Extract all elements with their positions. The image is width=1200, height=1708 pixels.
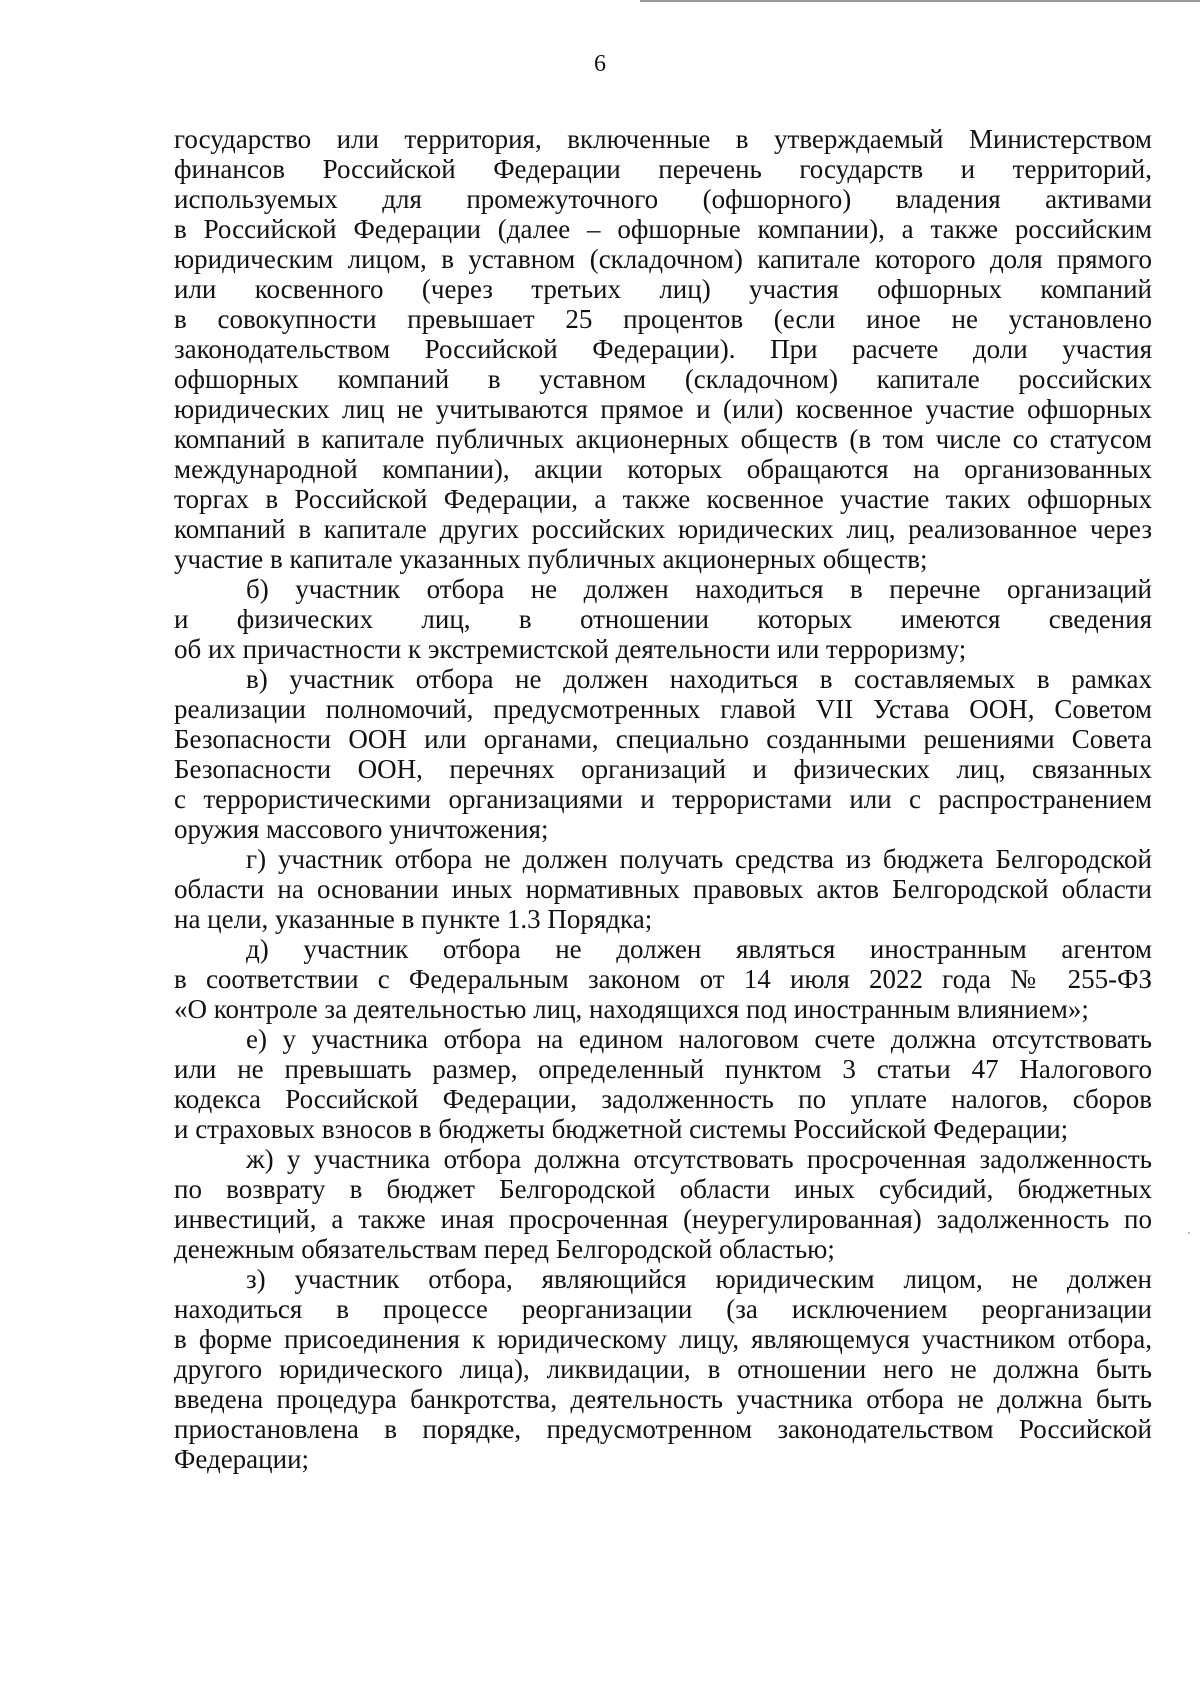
text-line: инвестиций, а также иная просроченная (неурегулированная) задолженность по	[174, 1204, 1152, 1234]
text-line: и страховых взносов в бюджеты бюджетной системы Российской Федерации;	[174, 1114, 1069, 1144]
text-line: Безопасности ООН, перечнях организаций и физических лиц, связанных	[174, 754, 1152, 784]
paragraph-item-g	[174, 844, 1152, 934]
text-line: в Российской Федерации (далее – офшорные компании), а также российским	[174, 214, 1152, 244]
paragraph-item-zh	[174, 1144, 1152, 1264]
text-line: реализации полномочий, предусмотренных главой VII Устава ООН, Советом	[174, 694, 1152, 724]
text-line: международной компании), акции которых обращаются на организованных	[174, 454, 1152, 484]
scan-speck	[1188, 1232, 1190, 1234]
text-line: кодекса Российской Федерации, задолженность по уплате налогов, сборов	[174, 1084, 1152, 1114]
text-line: компаний в капитале публичных акционерных обществ (в том числе со статусом	[174, 424, 1152, 454]
text-line: ж) у участника отбора должна отсутствовать просроченная задолженность	[246, 1144, 1152, 1174]
text-line: з) участник отбора, являющийся юридическим лицом, не должен	[246, 1264, 1152, 1294]
text-line: участие в капитале указанных публичных акционерных обществ;	[174, 544, 928, 574]
text-line: торгах в Российской Федерации, а также косвенное участие таких офшорных	[174, 484, 1152, 514]
scan-top-border	[640, 0, 1200, 2]
text-line: другого юридического лица), ликвидации, в отношении него не должна быть	[174, 1354, 1152, 1384]
text-line: на цели, указанные в пункте 1.3 Порядка;	[174, 904, 653, 934]
paragraph-item-d	[174, 934, 1152, 1024]
text-line: е) у участника отбора на едином налоговом счете должна отсутствовать	[246, 1024, 1152, 1054]
text-line: законодательством Российской Федерации). При расчете доли участия	[174, 334, 1152, 364]
text-line: денежным обязательствам перед Белгородской областью;	[174, 1234, 835, 1264]
paragraph-item-v	[174, 664, 1152, 844]
text-line: Безопасности ООН или органами, специально созданными решениями Совета	[174, 724, 1152, 754]
paragraph-offshore-companies	[174, 124, 1152, 574]
text-line: в) участник отбора не должен находиться в составляемых в рамках	[246, 664, 1152, 694]
text-line: используемых для промежуточного (офшорного) владения активами	[174, 184, 1152, 214]
text-line: д) участник отбора не должен являться иностранным агентом	[246, 934, 1152, 964]
text-line: введена процедура банкротства, деятельность участника отбора не должна быть	[174, 1384, 1152, 1414]
text-line: в соответствии с Федеральным законом от 14 июля 2022 года № 255-ФЗ	[174, 964, 1152, 994]
text-line: Федерации;	[174, 1444, 310, 1474]
page-number: 6	[594, 51, 606, 77]
text-line: находиться в процессе реорганизации (за исключением реорганизации	[174, 1294, 1152, 1324]
text-line: финансов Российской Федерации перечень государств и территорий,	[174, 154, 1152, 184]
text-line: с террористическими организациями и террористами или с распространением	[174, 784, 1152, 814]
text-line: компаний в капитале других российских юридических лиц, реализованное через	[174, 514, 1152, 544]
text-line: юридических лиц не учитываются прямое и (или) косвенное участие офшорных	[174, 394, 1152, 424]
text-line: в форме присоединения к юридическому лицу, являющемуся участником отбора,	[174, 1324, 1152, 1354]
text-line: и физических лиц, в отношении которых имеются сведения	[174, 604, 1152, 634]
text-line: области на основании иных нормативных правовых актов Белгородской области	[174, 874, 1152, 904]
text-line: приостановлена в порядке, предусмотренном законодательством Российской	[174, 1414, 1152, 1444]
text-line: в совокупности превышает 25 процентов (если иное не установлено	[174, 304, 1152, 334]
text-line: «О контроле за деятельностью лиц, находящихся под иностранным влиянием»;	[174, 994, 1089, 1024]
paragraph-item-e	[174, 1024, 1152, 1144]
text-line: или не превышать размер, определенный пунктом 3 статьи 47 Налогового	[174, 1054, 1152, 1084]
text-line: б) участник отбора не должен находиться в перечне организаций	[246, 574, 1152, 604]
text-line: об их причастности к экстремистской деятельности или терроризму;	[174, 634, 967, 664]
text-line: оружия массового уничтожения;	[174, 814, 549, 844]
text-line: г) участник отбора не должен получать средства из бюджета Белгородской	[246, 844, 1152, 874]
paragraph-item-b	[174, 574, 1152, 664]
text-line: офшорных компаний в уставном (складочном) капитале российских	[174, 364, 1152, 394]
text-line: по возврату в бюджет Белгородской области иных субсидий, бюджетных	[174, 1174, 1152, 1204]
paragraph-item-z	[174, 1264, 1152, 1474]
text-line: государство или территория, включенные в утверждаемый Министерством	[174, 124, 1152, 154]
text-line: или косвенного (через третьих лиц) участия офшорных компаний	[174, 274, 1152, 304]
document-body	[174, 124, 1152, 1474]
text-line: юридическим лицом, в уставном (складочном) капитале которого доля прямого	[174, 244, 1152, 274]
